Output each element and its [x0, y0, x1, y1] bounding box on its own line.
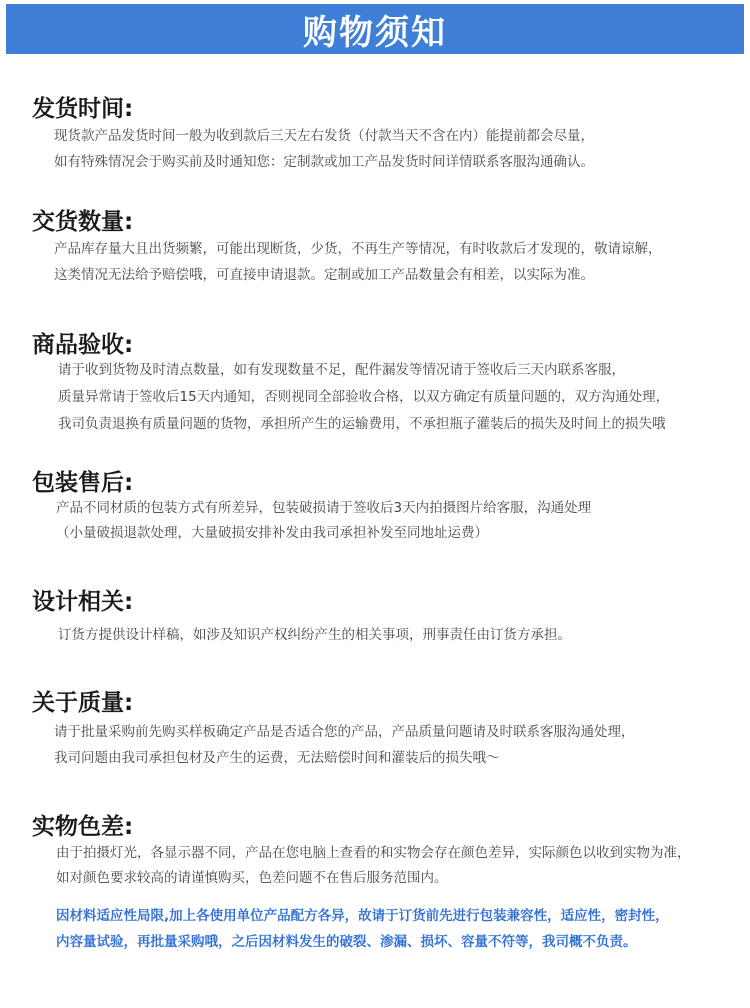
section-text-line: 产品库存量大且出货频繁，可能出现断货，少货，不再生产等情况，有时收款后才发现的，敬请谅解， — [54, 241, 662, 257]
section-text-line: 由于拍摄灯光，各显示器不同，产品在您电脑上查看的和实物会存在颜色差异，实际颜色以收到实物为准， — [56, 845, 691, 861]
section-text-line: 质量异常请于签收后15天内通知，否则视同全部验收合格，以双方确定有质量问题的，双方沟通处理， — [58, 389, 670, 405]
section-text-line: 我司负责退换有质量问题的货物，承担所产生的运输费用，不承担瓶子灌装后的损失及时间上的损失哦 — [58, 416, 666, 432]
section-text-line: 如有特殊情况会于购买前及时通知您：定制款或加工产品发货时间详情联系客服沟通确认。 — [54, 154, 594, 170]
page-title: 购物须知 — [303, 12, 447, 53]
section-text-line: 这类情况无法给予赔偿哦，可直接申请退款。定制或加工产品数量会有相差，以实际为准。 — [54, 267, 594, 283]
section-text-line: 如对颜色要求较高的请谨慎购买，色差问题不在售后服务范围内。 — [56, 870, 448, 886]
section-heading: 设计相关: — [32, 589, 134, 615]
section-heading: 商品验收: — [32, 332, 134, 358]
section-heading: 关于质量: — [32, 690, 134, 716]
section-heading: 实物色差: — [32, 814, 134, 840]
section-text-line: 订货方提供设计样稿，如涉及知识产权纠纷产生的相关事项，刑事责任由订货方承担。 — [58, 627, 571, 643]
note-text-line: 因材料适应性局限,加上各使用单位产品配方各异，故请于订货前先进行包装兼容性，适应性，密封性， — [56, 908, 669, 924]
note-text-line: 内容量试验，再批量采购哦，之后因材料发生的破裂、渗漏、损坏、容量不符等，我司概不负责。 — [56, 934, 637, 950]
section-text-line: 请于收到货物及时清点数量，如有发现数量不足，配件漏发等情况请于签收后三天内联系客服， — [58, 362, 625, 378]
section-heading: 交货数量: — [32, 209, 134, 235]
section-text-line: （小量破损退款处理，大量破损安排补发由我司承担补发至同地址运费） — [56, 525, 488, 541]
section-text-line: 产品不同材质的包装方式有所差异，包装破损请于签收后3天内拍摄图片给客服，沟通处理 — [56, 500, 592, 516]
title-banner — [6, 4, 744, 54]
section-heading: 包装售后: — [32, 470, 134, 496]
section-text-line: 请于批量采购前先购买样板确定产品是否适合您的产品，产品质量问题请及时联系客服沟通处理， — [54, 724, 635, 740]
section-text-line: 现货款产品发货时间一般为收到款后三天左右发货（付款当天不含在内）能提前都会尽量， — [54, 128, 594, 144]
section-text-line: 我司问题由我司承担包材及产生的运费，无法赔偿时间和灌装后的损失哦～ — [54, 750, 500, 766]
section-heading: 发货时间: — [32, 96, 134, 122]
